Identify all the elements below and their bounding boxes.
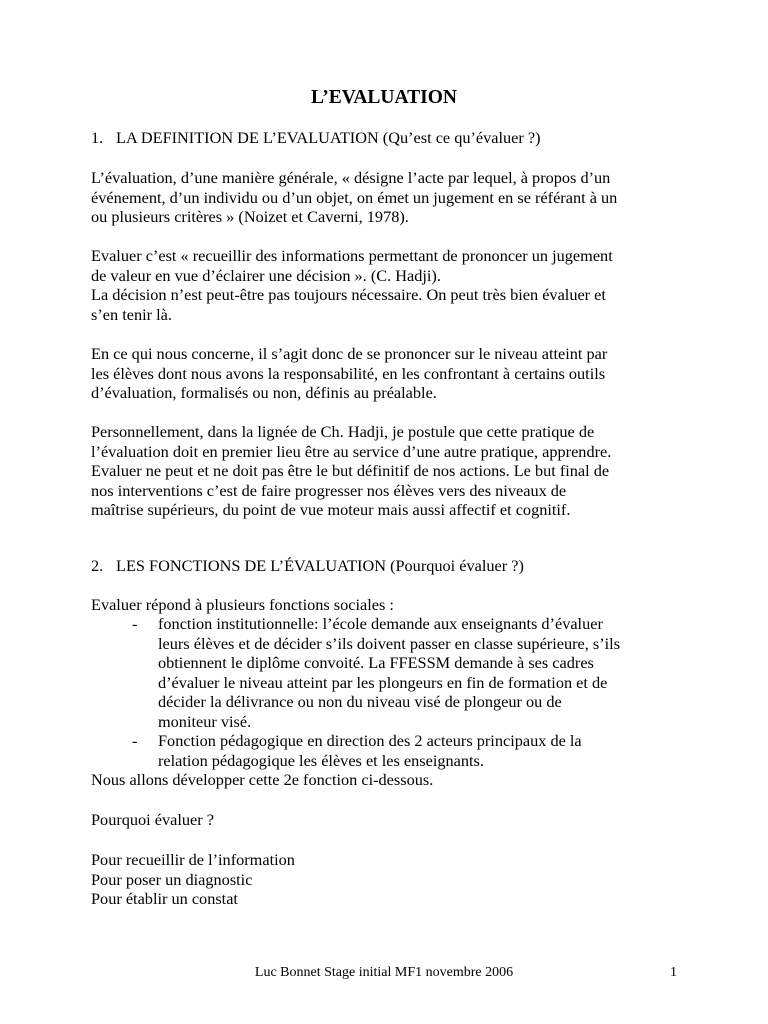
text-line: nos interventions c’est de faire progresser nos élèves vers des niveaux de xyxy=(91,480,567,500)
text-line: Pourquoi évaluer ? xyxy=(91,810,214,829)
section-1-title: LA DEFINITION DE L’EVALUATION (Qu’est ce qu’évaluer ?) xyxy=(116,128,541,147)
text-line: moniteur visé. xyxy=(158,711,252,731)
text-line: En ce qui nous concerne, il s’agit donc de se prononcer sur le niveau atteint par xyxy=(91,344,608,363)
text-line: Evaluer c’est « recueillir des informations permettant de prononcer un jugement xyxy=(91,246,613,265)
section-2-number: 2. xyxy=(91,556,104,575)
bullet-dash: - xyxy=(132,731,138,750)
text-line: Evaluer ne peut et ne doit pas être le but définitif de nos actions. Le but final de xyxy=(91,461,610,480)
paragraph-second-function xyxy=(91,770,691,790)
text-line: événement, d’un individu ou d’un objet, on émet un jugement en se référant à un xyxy=(91,187,618,207)
paragraph-personal xyxy=(91,422,691,520)
section-2-title: LES FONCTIONS DE L’ÉVALUATION (Pourquoi évaluer ?) xyxy=(116,556,524,575)
text-line: relation pédagogique les élèves et les enseignants. xyxy=(158,750,484,770)
bullet-dash: - xyxy=(132,614,138,633)
text-line: ou plusieurs critères » (Noizet et Caverni, 1978). xyxy=(91,207,409,226)
text-line: décider la délivrance ou non du niveau visé de plongeur ou de xyxy=(158,692,562,711)
section-2-heading xyxy=(91,556,524,576)
paragraph-definition xyxy=(91,168,691,227)
text-line: La décision n’est peut-être pas toujours nécessaire. On peut très bien évaluer et xyxy=(91,285,606,304)
paragraph-concern xyxy=(91,344,691,403)
text-line: Personnellement, dans la lignée de Ch. Hadji, je postule que cette pratique de xyxy=(91,422,595,441)
page-title: L’EVALUATION xyxy=(311,87,457,108)
text-line: Fonction pédagogique en direction des 2 acteurs principaux de la xyxy=(158,731,582,750)
list-item: Pour recueillir de l’information xyxy=(91,850,295,869)
text-line: leurs élèves et de décider s’ils doivent passer en classe supérieure, s’ils xyxy=(158,633,621,653)
paragraph-hadji xyxy=(91,246,691,324)
reasons-list xyxy=(91,850,691,909)
text-line: Evaluer répond à plusieurs fonctions sociales : xyxy=(91,595,394,614)
text-line: l’évaluation doit en premier lieu être au service d’une autre pratique, apprendre. xyxy=(91,441,612,461)
list-item xyxy=(91,731,691,770)
section-1-heading xyxy=(91,128,541,148)
list-item xyxy=(91,614,691,731)
question-line xyxy=(91,810,691,830)
text-line: s’en tenir là. xyxy=(91,304,172,324)
text-line: L’évaluation, d’une manière générale, « désigne l’acte par lequel, à propos d’un xyxy=(91,168,611,187)
page-number: 1 xyxy=(670,965,677,980)
text-line: Nous allons développer cette 2e fonction ci-dessous. xyxy=(91,770,434,789)
functions-list xyxy=(91,614,691,770)
text-line: les élèves dont nous avons la responsabilité, en les confrontant à certains outils xyxy=(91,363,606,383)
section-1-number: 1. xyxy=(91,128,104,147)
text-line: fonction institutionnelle: l’école demande aux enseignants d’évaluer xyxy=(158,614,603,633)
list-item: Pour établir un constat xyxy=(91,889,238,908)
text-line: obtiennent le diplôme convoité. La FFESSM demande à ses cadres xyxy=(158,653,594,672)
text-line: de valeur en vue d’éclairer une décision ». (C. Hadji). xyxy=(91,265,441,285)
text-line: d’évaluation, formalisés ou non, définis au préalable. xyxy=(91,383,437,402)
paragraph-intro-functions xyxy=(91,595,691,615)
text-line: maîtrise supérieurs, du point de vue moteur mais aussi affectif et cognitif. xyxy=(91,500,571,519)
text-line: d’évaluer le niveau atteint par les plongeurs en fin de formation et de xyxy=(158,672,608,692)
list-item: Pour poser un diagnostic xyxy=(91,869,253,889)
footer-text: Luc Bonnet Stage initial MF1 novembre 2006 xyxy=(254,965,514,980)
